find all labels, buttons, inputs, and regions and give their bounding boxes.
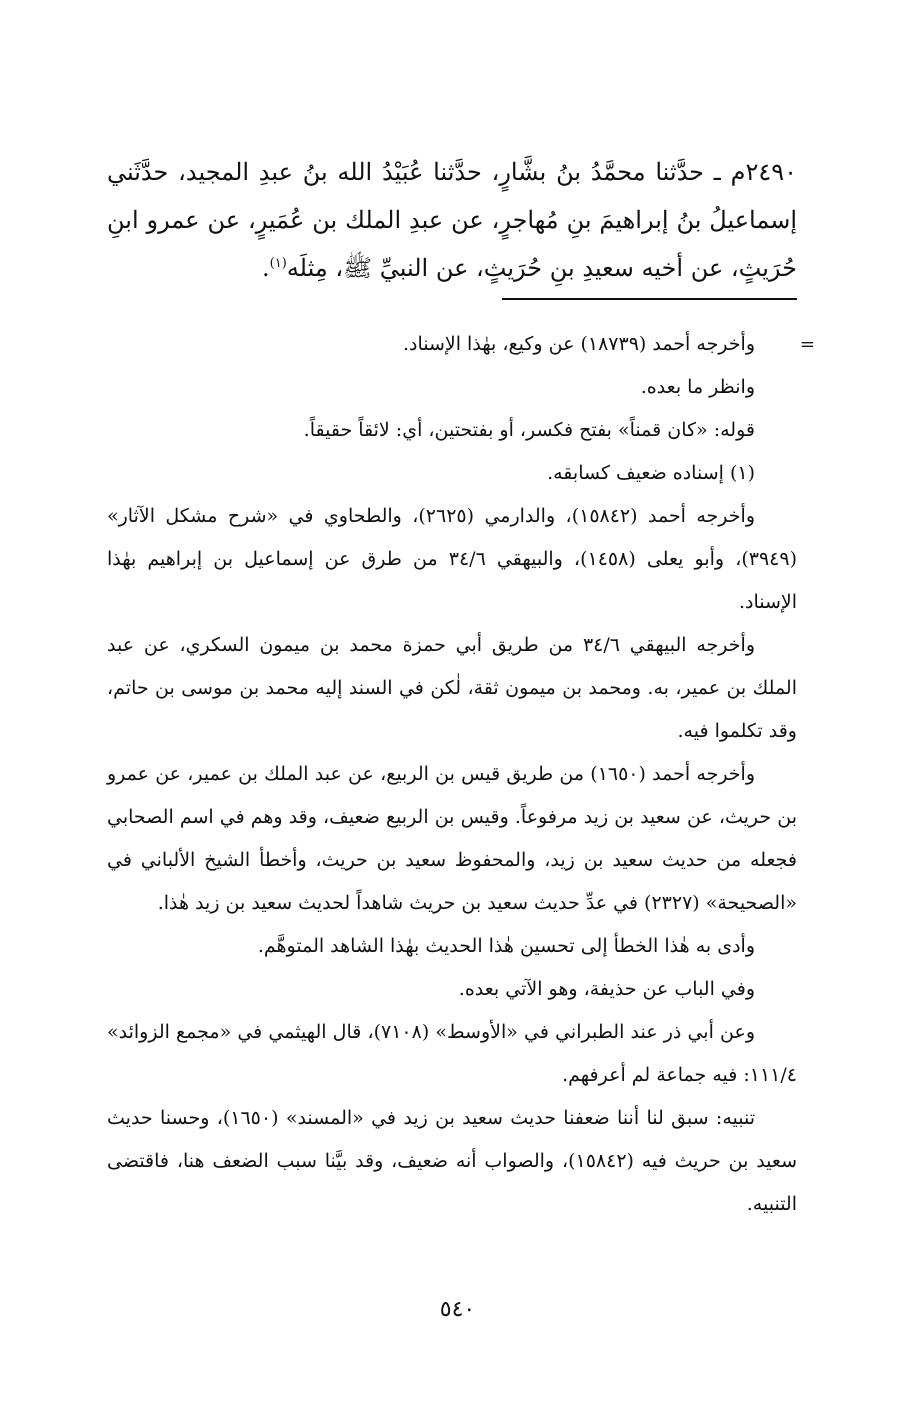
footnote-divider [502, 298, 797, 300]
page-number: ٥٤٠ [439, 1297, 476, 1322]
footnotes [107, 323, 815, 1226]
footnote-paragraph: تنبيه: سبق لنا أننا ضعفنا حديث سعيد بن زيد في «المسند» (١٦٥٠)، وحسنا حديث سعيد بن حريث فيه (١٥٨٤٢)، والصواب أنه ضعيف، وقد بيَّنا سبب الضعف هنا، فاقتضى التنبيه. [107, 1107, 798, 1215]
hadith-text [107, 148, 797, 292]
continuation-marker: = [799, 334, 815, 355]
footnote-paragraph: وأخرجه أحمد (١٦٥٠) من طريق قيس بن الربيع، عن عبد الملك بن عمير، عن عمرو بن حريث، عن سعيد بن زيد مرفوعاً. وقيس بن الربيع ضعيف، وقد وهم في اسم الصحابي فجعله من حديث سعيد بن زيد، والمحفوظ سعيد بن حريث، وأخطأ الشيخ الألباني في «الصحيحة» (٢٣٢٧) في عدِّ حديث سعيد بن حريث شاهداً لحديث سعيد بن زيد هٰذا. [107, 763, 797, 914]
footnote-paragraph: وأخرجه أحمد (١٥٨٤٢)، والدارمي (٢٦٢٥)، والطحاوي في «شرح مشكل الآثار» (٣٩٤٩)، وأبو يعلى (١٤٥٨)، والبيهقي ٣٤/٦ من طرق عن إسماعيل بن إبراهيم بهٰذا الإسناد. [107, 505, 797, 613]
hadith-body: ٢٤٩٠م ـ حدَّثنا محمَّدُ بنُ بشَّارٍ، حدَّثنا عُبَيْدُ الله بنُ عبدِ المجيد، حدَّثَني إسماعيلُ بنُ إبراهيمَ بنِ مُهاجرٍ، عن عبدِ الملك بن عُمَيرٍ، عن عمرو ابنِ حُرَيثٍ، عن أخيه سعيدِ بنِ حُرَيثٍ، عن النبيِّ ﷺ، مِثلَه [107, 158, 797, 282]
footnote-paragraph: وأخرجه أحمد (١٨٧٣٩) عن وكيع، بهٰذا الإسناد. [402, 333, 755, 355]
footnote-paragraph: قوله: «كان قمناً» بفتح فكسر، أو بفتحتين، أي: لائقاً حقيقاً. [303, 419, 755, 441]
footnote-paragraph: (١) إسناده ضعيف كسابقه. [547, 462, 755, 484]
footnote-paragraph: وفي الباب عن حذيفة، وهو الآتي بعده. [458, 978, 755, 1000]
footnote-paragraph: وعن أبي ذر عند الطبراني في «الأوسط» (٧١٠٨)، قال الهيثمي في «مجمع الزوائد» ١١١/٤: فيه جماعة لم أعرفهم. [107, 1021, 797, 1086]
footnote-reference: (١) [269, 256, 287, 271]
hadith-end: . [262, 254, 270, 282]
footnote-paragraph: وانظر ما بعده. [640, 376, 755, 398]
footnote-paragraph: وأخرجه البيهقي ٣٤/٦ من طريق أبي حمزة محمد بن ميمون السكري، عن عبد الملك بن عمير، به. ومحمد بن ميمون ثقة، لٰكن في السند إليه محمد بن موسى بن حاتم، وقد تكلموا فيه. [107, 634, 797, 742]
footnote-paragraph: وأدى به هٰذا الخطأ إلى تحسين هٰذا الحديث بهٰذا الشاهد المتوهَّم. [257, 935, 755, 957]
